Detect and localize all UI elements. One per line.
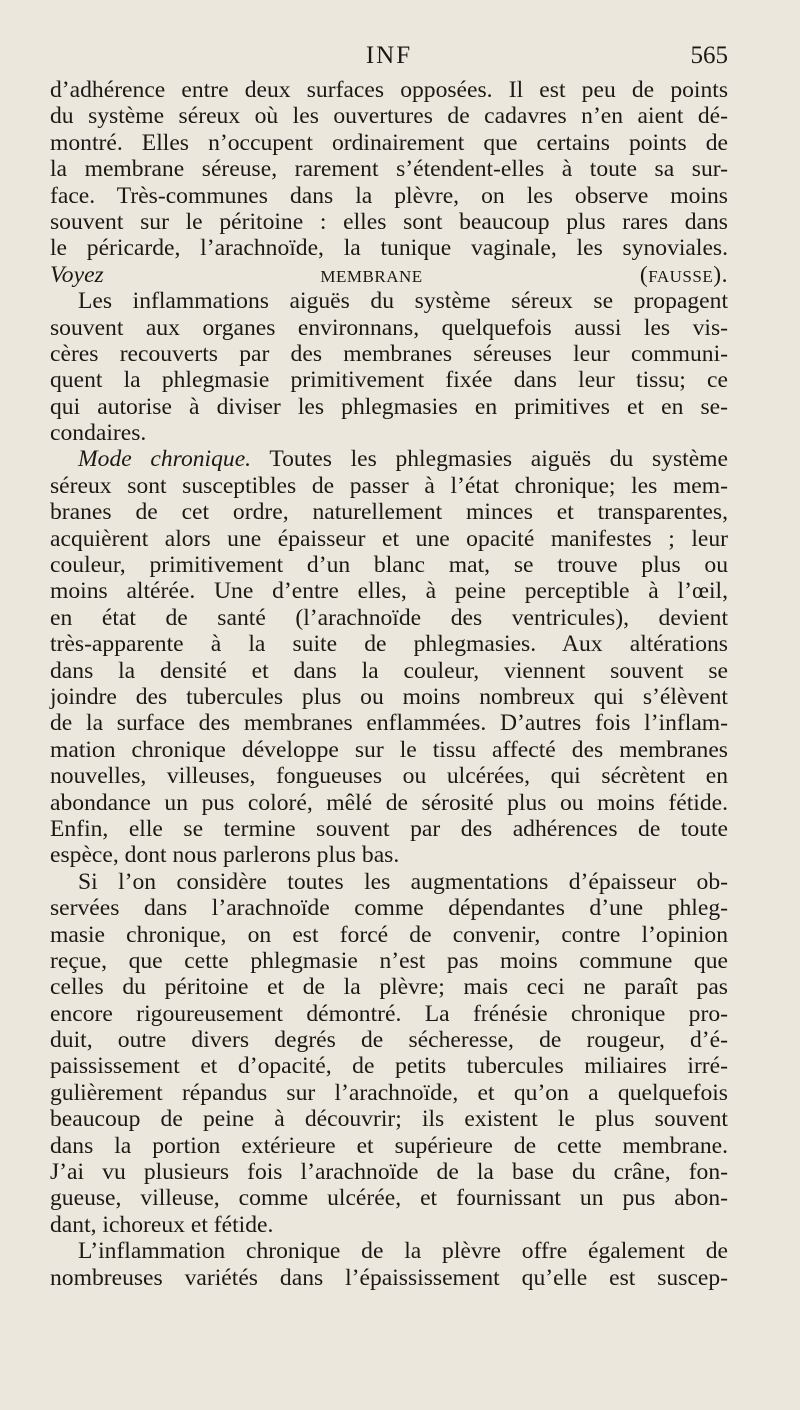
line-text: de la surface des membranes enflammées. D’autres fois l’inflam- bbox=[50, 710, 728, 737]
text-line bbox=[50, 658, 728, 684]
text-line bbox=[50, 684, 728, 710]
line-text: servées dans l’arachnoïde comme dépendantes d’une phleg- bbox=[50, 895, 728, 922]
line-text: séreux sont susceptibles de passer à l’état chronique; les mem- bbox=[50, 472, 728, 499]
text-line bbox=[50, 605, 728, 631]
text-line bbox=[50, 763, 728, 789]
line-text: la membrane séreuse, rarement s’étendent-elles à toute sa sur- bbox=[50, 156, 728, 183]
italic-run: Mode chronique. bbox=[78, 446, 252, 473]
text-line bbox=[50, 499, 728, 525]
line-text: du système séreux où les ouvertures de cadavres n’en aient dé- bbox=[50, 103, 728, 130]
line-text: gulièrement répandus sur l’arachnoïde, et qu’on a quelquefois bbox=[50, 1079, 728, 1106]
text-line bbox=[50, 895, 728, 921]
text-line bbox=[50, 842, 728, 868]
line-text: d’adhérence entre deux surfaces opposées. Il est peu de points bbox=[50, 77, 728, 103]
line-text: gueuse, villeuse, comme ulcérée, et fournissant un pus abon- bbox=[50, 1185, 728, 1212]
line-text: couleur, primitivement d’un blanc mat, se trouve plus ou bbox=[50, 552, 728, 579]
line-text: dans la portion extérieure et supérieure de cette membrane. bbox=[50, 1132, 728, 1159]
text-line bbox=[50, 869, 728, 895]
running-head: INF bbox=[365, 42, 413, 69]
text-line bbox=[50, 816, 728, 842]
text-line bbox=[50, 710, 728, 736]
line-text: mation chronique développe sur le tissu affecté des membranes bbox=[50, 736, 728, 763]
text-line bbox=[50, 394, 728, 420]
text-line bbox=[50, 156, 728, 182]
line-text: Enfin, elle se termine souvent par des adhérences de toute bbox=[50, 815, 728, 842]
text-line bbox=[50, 922, 728, 948]
line-text: en état de santé (l’arachnoïde des ventricules), devient bbox=[50, 604, 728, 631]
line-text: montré. Elles n’occupent ordinairement que certains points de bbox=[50, 129, 728, 156]
text-line bbox=[50, 790, 728, 816]
small-caps-run: membrane (fausse). bbox=[320, 261, 728, 288]
text-line bbox=[50, 103, 728, 129]
text-line bbox=[50, 1106, 728, 1132]
text-line bbox=[50, 130, 728, 156]
text-line bbox=[50, 526, 728, 552]
line-text: le péricarde, l’arachnoïde, la tunique vaginale, les synoviales. bbox=[50, 235, 728, 262]
line-text: qui autorise à diviser les phlegmasies en primitives et en se- bbox=[50, 393, 728, 420]
text-line bbox=[50, 1212, 728, 1238]
text-line bbox=[50, 473, 728, 499]
line-text: cères recouverts par des membranes séreuses leur communi- bbox=[50, 340, 728, 367]
line-text: espèce, dont nous parlerons plus bas. bbox=[50, 842, 400, 869]
line-text: face. Très-communes dans la plèvre, on les observe moins bbox=[50, 182, 728, 209]
text-line bbox=[50, 948, 728, 974]
line-text: moins altérée. Une d’entre elles, à peine perceptible à l’œil, bbox=[50, 578, 728, 605]
line-text: souvent sur le péritoine : elles sont beaucoup plus rares dans bbox=[50, 208, 728, 235]
line-text: J’ai vu plusieurs fois l’arachnoïde de la base du crâne, fon- bbox=[50, 1159, 728, 1186]
line-text: dans la densité et dans la couleur, viennent souvent se bbox=[50, 657, 728, 684]
text-line bbox=[50, 1159, 728, 1185]
line-text: souvent aux organes environnans, quelquefois aussi les vis- bbox=[50, 314, 728, 341]
line-text: joindre des tubercules plus ou moins nombreux qui s’élèvent bbox=[50, 683, 728, 710]
line-text: nombreuses variétés dans l’épaississement qu’elle est suscep- bbox=[50, 1264, 728, 1291]
text-line bbox=[50, 552, 728, 578]
text-line bbox=[50, 737, 728, 763]
line-text: celles du péritoine et de la plèvre; mais ceci ne paraît pas bbox=[50, 974, 728, 1001]
line-text: Les inflammations aiguës du système séreux se propagent bbox=[78, 288, 728, 315]
line-text: nouvelles, villeuses, fongueuses ou ulcérées, qui sécrètent en bbox=[50, 763, 728, 790]
text-line bbox=[50, 1053, 728, 1079]
line-text: encore rigoureusement démontré. La frénésie chronique pro- bbox=[50, 1000, 728, 1027]
text-line bbox=[50, 1001, 728, 1027]
text-line bbox=[50, 262, 728, 288]
text-line bbox=[50, 631, 728, 657]
body-text bbox=[50, 77, 728, 1291]
page-number: 565 bbox=[690, 42, 728, 69]
text-line bbox=[50, 209, 728, 235]
text-line bbox=[50, 235, 728, 261]
line-text: acquièrent alors une épaisseur et une opacité manifestes ; leur bbox=[50, 525, 728, 552]
line-text: Toutes les phlegmasies aiguës du système bbox=[251, 446, 728, 473]
text-line bbox=[50, 1238, 728, 1264]
line-text: beaucoup de peine à découvrir; ils existent le plus souvent bbox=[50, 1106, 728, 1133]
line-text: duit, outre divers degrés de sécheresse, de rougeur, d’é- bbox=[50, 1027, 728, 1054]
line-text: dant, ichoreux et fétide. bbox=[50, 1211, 274, 1238]
text-line bbox=[50, 341, 728, 367]
text-line bbox=[50, 420, 728, 446]
text-line bbox=[50, 578, 728, 604]
text-line bbox=[50, 315, 728, 341]
line-text: Si l’on considère toutes les augmentations d’épaisseur ob- bbox=[78, 868, 728, 895]
line-text: très-apparente à la suite de phlegmasies. Aux altérations bbox=[50, 631, 728, 658]
text-line bbox=[50, 1080, 728, 1106]
text-line bbox=[50, 77, 728, 103]
line-text: L’inflammation chronique de la plèvre offre également de bbox=[78, 1238, 728, 1265]
text-line bbox=[50, 1185, 728, 1211]
line-text: paississement et d’opacité, de petits tubercules miliaires irré- bbox=[50, 1053, 728, 1080]
line-text: reçue, que cette phlegmasie n’est pas moins commune que bbox=[50, 947, 728, 974]
line-text: masie chronique, on est forcé de convenir, contre l’opinion bbox=[50, 921, 728, 948]
italic-run: Voyez bbox=[50, 261, 104, 288]
line-text: condaires. bbox=[50, 420, 147, 447]
text-line bbox=[50, 1027, 728, 1053]
text-line bbox=[50, 183, 728, 209]
page-header bbox=[50, 42, 728, 78]
text-line bbox=[50, 1265, 728, 1291]
text-line bbox=[50, 288, 728, 314]
line-text: branes de cet ordre, naturellement minces et transparentes, bbox=[50, 499, 728, 526]
text-line bbox=[50, 1133, 728, 1159]
text-line bbox=[50, 367, 728, 393]
text-line bbox=[50, 446, 728, 472]
line-text: quent la phlegmasie primitivement fixée dans leur tissu; ce bbox=[50, 367, 728, 394]
line-text: abondance un pus coloré, mêlé de sérosité plus ou moins fétide. bbox=[50, 789, 728, 816]
text-line bbox=[50, 974, 728, 1000]
